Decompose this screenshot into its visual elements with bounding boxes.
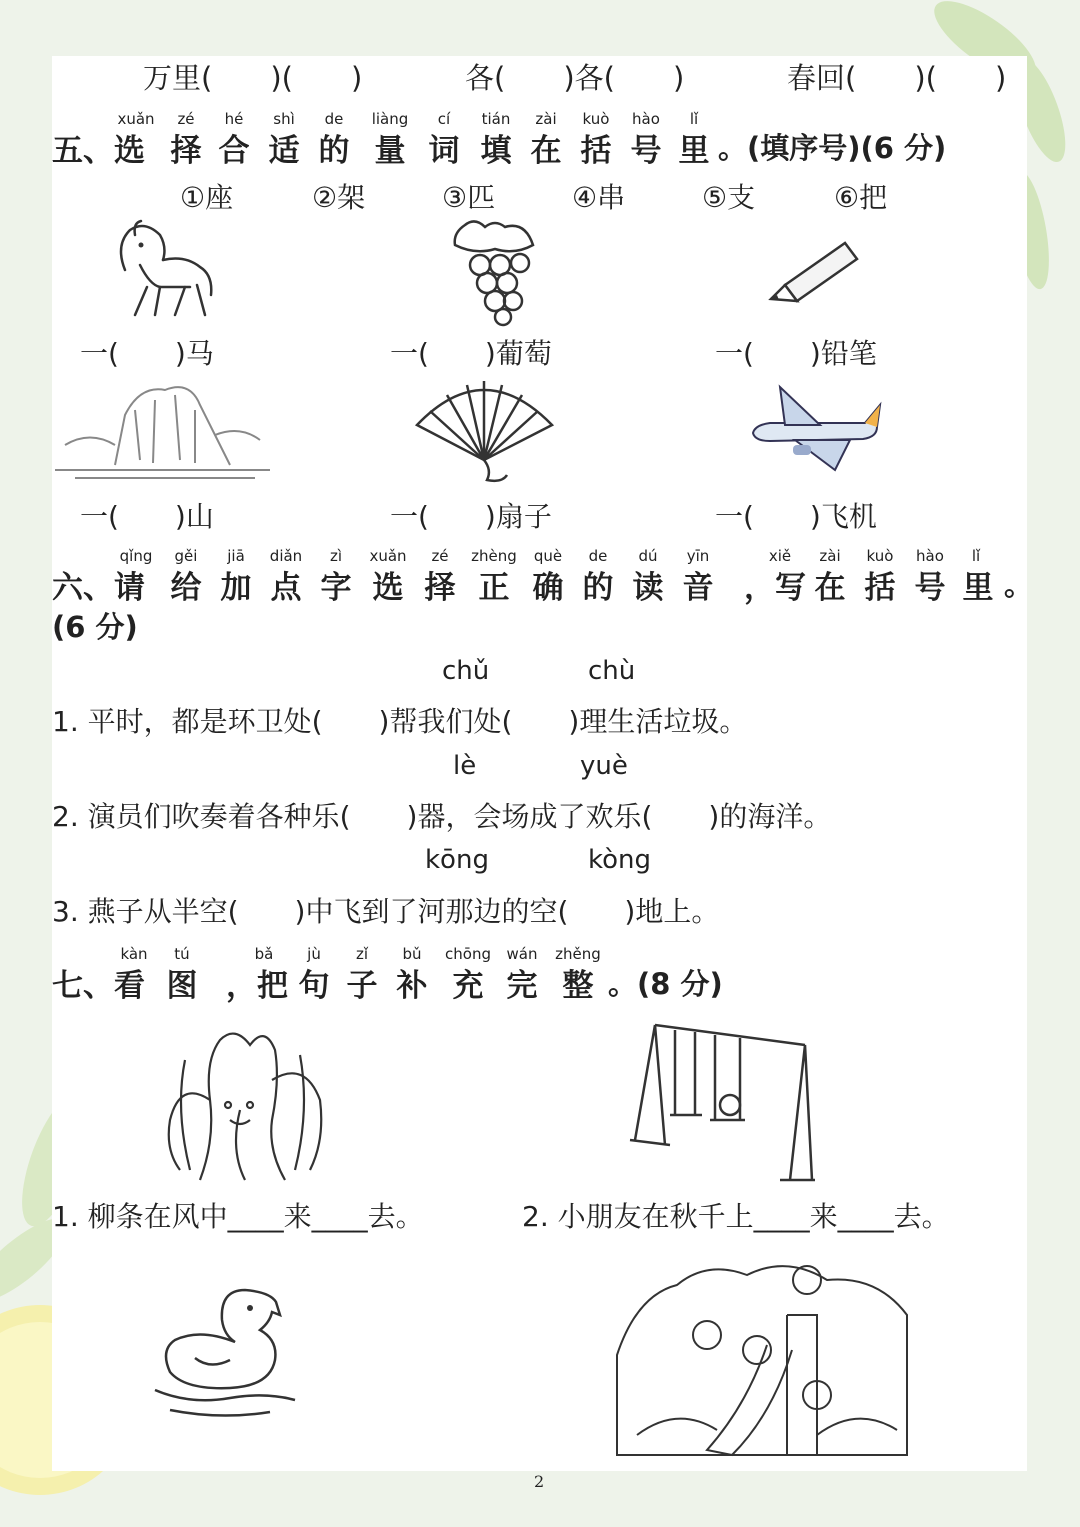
heading-char: 择 — [424, 570, 456, 606]
option: ⑥把 — [834, 181, 888, 214]
pinyin: diǎn — [269, 547, 303, 565]
duck-illustration — [150, 1280, 305, 1425]
item-airplane: 一( )飞机 — [715, 500, 877, 533]
heading-char: 充 — [452, 968, 484, 1004]
heading-char: 点 — [270, 570, 302, 606]
heading-char: 整 — [562, 968, 594, 1004]
heading-char: 里 — [962, 570, 994, 606]
item-mountain: 一( )山 — [80, 500, 214, 533]
pinyin: zé — [177, 110, 195, 128]
pinyin: hào — [632, 110, 660, 128]
pinyin: xiě — [768, 547, 792, 565]
q3-pinyin-2: kòng — [588, 845, 652, 875]
q1-pinyin-1: chǔ — [442, 656, 490, 686]
pinyin: jù — [307, 945, 321, 963]
question-7-1: 1. 柳条在风中____来____去。 — [52, 1200, 424, 1233]
heading-char: 完 — [506, 968, 538, 1004]
option: ②架 — [312, 181, 366, 214]
heading-char: 合 — [218, 133, 250, 169]
pinyin: lǐ — [971, 547, 981, 565]
heading-char: 在 — [814, 570, 846, 606]
heading-char: 图 — [166, 968, 198, 1004]
question-6-2: 2. 演员们吹奏着各种乐( )器，会场成了欢乐( )的海洋。 — [52, 800, 832, 833]
heading-char: 五、选 — [52, 133, 145, 169]
heading-char: 括 — [580, 133, 612, 169]
heading-char: 句 — [298, 968, 330, 1004]
pinyin: zài — [535, 110, 557, 128]
heading-char: 正 — [478, 570, 510, 606]
pinyin: chōng — [445, 945, 491, 963]
mountain-illustration — [55, 375, 270, 485]
swing-illustration — [630, 1020, 815, 1190]
heading-char: 在 — [530, 133, 562, 169]
pinyin: lǐ — [689, 110, 699, 128]
heading-char: 择 — [170, 133, 202, 169]
heading-score: (6 分) — [52, 610, 138, 644]
pencil-illustration — [765, 235, 865, 305]
question-6-1: 1. 平时，都是环卫处( )帮我们处( )理生活垃圾。 — [52, 705, 748, 738]
heading-char: 字 — [320, 570, 352, 606]
pinyin: zé — [431, 547, 449, 565]
heading-char: 音 — [682, 570, 714, 606]
pinyin: bǎ — [254, 945, 274, 963]
pinyin: qǐng — [119, 547, 153, 565]
horse-illustration — [105, 215, 220, 325]
heading-char: 加 — [220, 570, 252, 606]
heading-tail: 。(8 分) — [608, 967, 723, 1001]
heading-char: 子 — [346, 968, 378, 1004]
heading-char: 七、看 — [52, 968, 145, 1004]
item-pencil: 一( )铅笔 — [715, 337, 877, 370]
pinyin: wán — [506, 945, 538, 963]
pinyin: gěi — [174, 547, 198, 565]
pinyin: xuǎn — [369, 547, 407, 565]
heading-char: 选 — [372, 570, 404, 606]
option: ④串 — [572, 181, 626, 214]
pinyin: hào — [916, 547, 944, 565]
pinyin: jiā — [227, 547, 245, 565]
question-7-2: 2. 小朋友在秋千上____来____去。 — [522, 1200, 950, 1233]
pinyin: zǐ — [355, 945, 369, 963]
heading-char: 六、请 — [52, 570, 145, 606]
heading-char: ，写 — [744, 570, 806, 606]
top-item-1: 万里( )( ) — [143, 61, 363, 95]
top-item-2: 各( )各( ) — [465, 61, 685, 95]
pinyin: xuǎn — [117, 110, 155, 128]
pinyin: cí — [437, 110, 451, 128]
question-6-3: 3. 燕子从半空( )中飞到了河那边的空( )地上。 — [52, 895, 720, 928]
top-item-3: 春回( )( ) — [787, 61, 1007, 95]
pinyin: kàn — [120, 945, 148, 963]
q2-pinyin-2: yuè — [580, 751, 628, 781]
heading-char: 的 — [582, 570, 614, 606]
pinyin: shì — [273, 110, 295, 128]
heading-tail: 。(填序号)(6 分) — [718, 131, 947, 165]
pinyin: què — [533, 547, 563, 565]
pinyin: de — [588, 547, 608, 565]
q2-pinyin-1: lè — [453, 751, 477, 781]
heading-tail: 。 — [1004, 568, 1034, 602]
q3-pinyin-1: kōng — [425, 845, 489, 875]
heading-char: 给 — [170, 570, 202, 606]
pinyin: tú — [174, 945, 190, 963]
pinyin: zhěng — [555, 945, 601, 963]
pinyin: kuò — [582, 110, 610, 128]
heading-char: 填 — [480, 133, 512, 169]
heading-char: 号 — [914, 570, 946, 606]
pinyin: zì — [329, 547, 343, 565]
option: ①座 — [180, 181, 234, 214]
heading-char: 确 — [532, 570, 564, 606]
option: ③匹 — [442, 181, 496, 214]
q1-pinyin-2: chù — [588, 656, 636, 686]
pinyin: zài — [819, 547, 841, 565]
item-horse: 一( )马 — [80, 337, 214, 370]
playground-illustration — [617, 1255, 909, 1460]
pinyin: zhèng — [471, 547, 517, 565]
pinyin: kuò — [866, 547, 894, 565]
page-number: 2 — [534, 1472, 545, 1491]
heading-char: 括 — [864, 570, 896, 606]
fan-illustration — [412, 375, 557, 485]
pinyin: bǔ — [402, 945, 422, 963]
pinyin: hé — [224, 110, 244, 128]
pinyin: de — [324, 110, 344, 128]
pinyin: tián — [481, 110, 511, 128]
item-fan: 一( )扇子 — [390, 500, 552, 533]
item-grapes: 一( )葡萄 — [390, 337, 552, 370]
heading-char: 号 — [630, 133, 662, 169]
pinyin: dú — [638, 547, 658, 565]
grapes-illustration — [445, 215, 540, 325]
heading-char: 的 — [318, 133, 350, 169]
pinyin: yīn — [686, 547, 710, 565]
heading-char: 补 — [396, 968, 428, 1004]
pinyin: liàng — [371, 110, 409, 128]
heading-char: 里 — [678, 133, 710, 169]
airplane-illustration — [745, 385, 885, 475]
heading-char: 读 — [632, 570, 664, 606]
heading-char: 适 — [268, 133, 300, 169]
heading-char: 词 — [428, 133, 460, 169]
heading-char: ，把 — [226, 968, 288, 1004]
option: ⑤支 — [702, 181, 756, 214]
willow-tree-illustration — [160, 1020, 330, 1185]
heading-char: 量 — [374, 133, 406, 169]
